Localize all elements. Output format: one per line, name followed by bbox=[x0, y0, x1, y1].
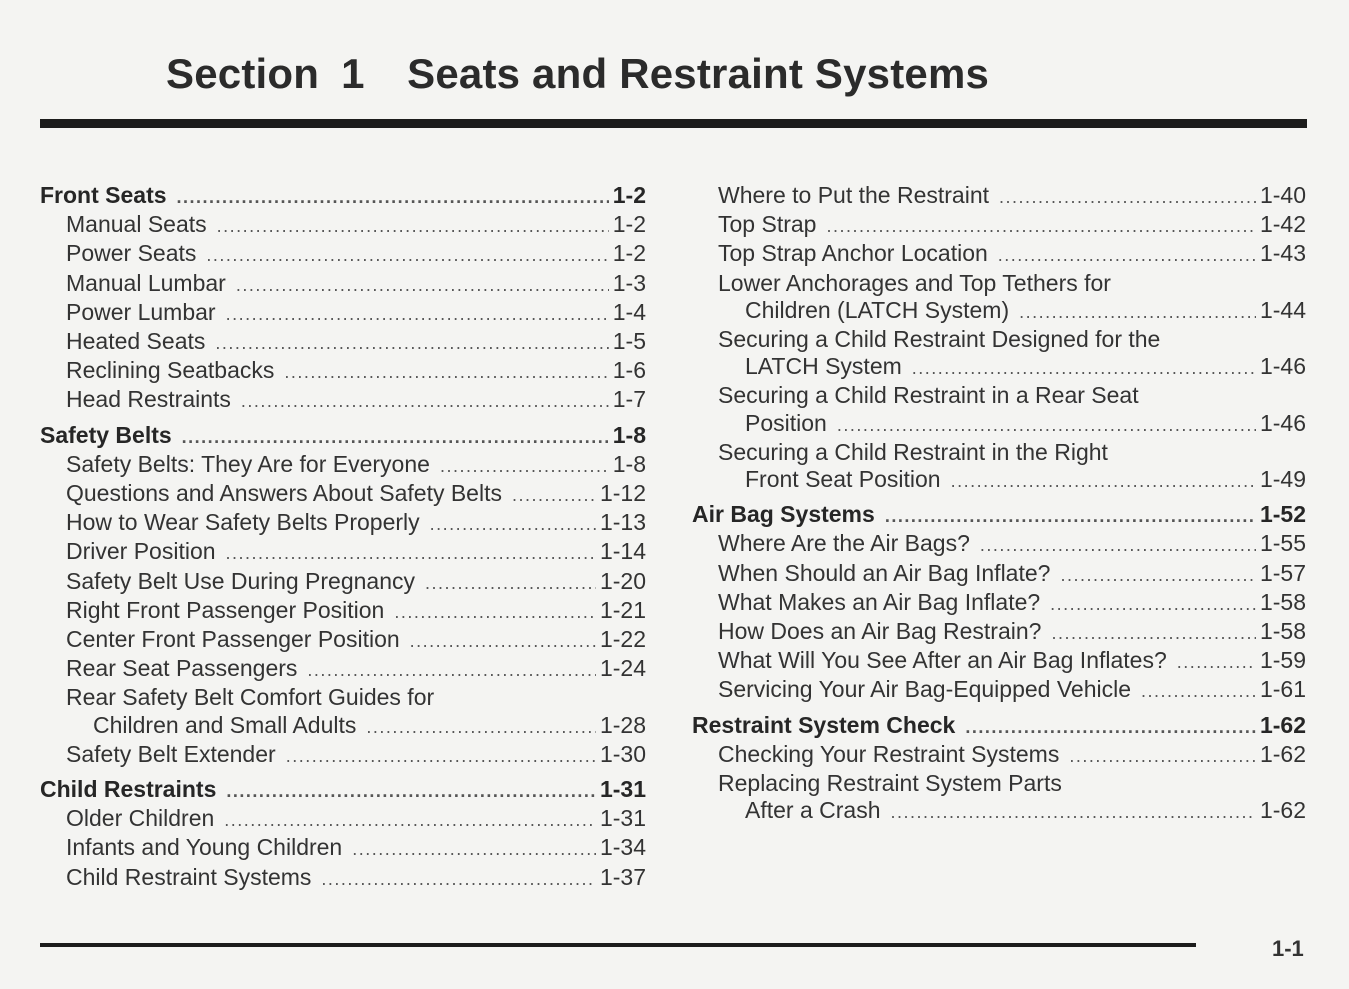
toc-entry-title: Air Bag Systems bbox=[692, 501, 875, 528]
dot-leader bbox=[217, 213, 609, 240]
toc-entry-title: Front Seat Position bbox=[745, 466, 941, 493]
dot-leader bbox=[226, 301, 609, 328]
toc-entry[interactable] bbox=[692, 530, 1306, 559]
toc-page-number: 1-24 bbox=[599, 655, 646, 682]
toc-entry-title: Power Seats bbox=[66, 240, 197, 267]
toc-entry-title: Replacing Restraint System Parts bbox=[718, 770, 1062, 797]
toc-entry-title: What Will You See After an Air Bag Inflates? bbox=[718, 647, 1167, 674]
toc-page-number: 1-20 bbox=[599, 567, 646, 594]
toc-entry-title: Where Are the Air Bags? bbox=[718, 530, 970, 557]
toc-entry[interactable] bbox=[692, 439, 1306, 495]
toc-entry-title: Servicing Your Air Bag-Equipped Vehicle bbox=[718, 676, 1132, 703]
dot-leader bbox=[226, 540, 596, 567]
toc-entry-title: When Should an Air Bag Inflate? bbox=[718, 559, 1051, 586]
toc-entry[interactable] bbox=[40, 299, 646, 328]
dot-leader bbox=[1050, 591, 1256, 618]
toc-entry-title: Safety Belts: They Are for Everyone bbox=[66, 450, 430, 477]
toc-section-entry[interactable] bbox=[40, 182, 646, 211]
toc-entry[interactable] bbox=[40, 684, 646, 740]
toc-entry[interactable] bbox=[40, 480, 646, 509]
toc-page-number: 1-34 bbox=[599, 834, 646, 861]
toc-section-entry[interactable] bbox=[40, 776, 646, 805]
toc-page-number: 1-58 bbox=[1259, 618, 1306, 645]
toc-entry[interactable] bbox=[40, 538, 646, 567]
toc-entry[interactable] bbox=[40, 864, 646, 893]
toc-entry-title: Top Strap bbox=[718, 211, 817, 238]
toc-page-number: 1-49 bbox=[1259, 466, 1306, 493]
toc-entry[interactable] bbox=[692, 382, 1306, 438]
dot-leader bbox=[226, 778, 596, 805]
dot-leader bbox=[321, 866, 596, 893]
dot-leader bbox=[286, 743, 596, 770]
toc-entry-title: How to Wear Safety Belts Properly bbox=[66, 509, 420, 536]
page-number: 1-1 bbox=[1272, 936, 1304, 961]
dot-leader bbox=[440, 453, 609, 480]
toc-entry-title: Manual Seats bbox=[66, 211, 207, 238]
toc-page-number: 1-44 bbox=[1259, 296, 1306, 323]
toc-entry[interactable] bbox=[692, 676, 1306, 705]
dot-leader bbox=[366, 714, 596, 741]
toc-entry-title: Where to Put the Restraint bbox=[718, 182, 990, 208]
dot-leader bbox=[352, 836, 596, 863]
toc-entry-title: Right Front Passenger Position bbox=[66, 596, 385, 623]
toc-page-number: 1-58 bbox=[1259, 588, 1306, 615]
toc-entry-title: Securing a Child Restraint in a Rear Seat bbox=[718, 382, 1139, 409]
toc-entry[interactable] bbox=[692, 270, 1306, 326]
dot-leader bbox=[394, 599, 596, 626]
toc-page-number: 1-42 bbox=[1259, 211, 1306, 238]
dot-leader bbox=[826, 213, 1256, 240]
dot-leader bbox=[965, 714, 1256, 741]
toc-entry-title: Power Lumbar bbox=[66, 298, 216, 325]
toc-page-number: 1-62 bbox=[1259, 740, 1306, 767]
toc-page-number: 1-59 bbox=[1259, 647, 1306, 674]
dot-leader bbox=[1069, 743, 1256, 770]
toc-entry[interactable] bbox=[40, 626, 646, 655]
toc-entry-title: Head Restraints bbox=[66, 386, 231, 413]
toc-entry-title: Children (LATCH System) bbox=[745, 296, 1010, 323]
toc-entry[interactable] bbox=[40, 509, 646, 538]
toc-entry[interactable] bbox=[692, 211, 1306, 240]
dot-leader bbox=[1019, 299, 1256, 326]
toc-entry-title: After a Crash bbox=[745, 797, 881, 824]
toc-page-number: 1-37 bbox=[599, 863, 646, 890]
toc-entry-title: Questions and Answers About Safety Belts bbox=[66, 480, 502, 507]
toc-entry-title: Securing a Child Restraint in the Right bbox=[718, 438, 1108, 465]
toc-page-number: 1-46 bbox=[1259, 409, 1306, 436]
toc-entry-title: Child Restraint Systems bbox=[66, 863, 312, 890]
dot-leader bbox=[224, 807, 596, 834]
toc-entry-title: How Does an Air Bag Restrain? bbox=[718, 618, 1042, 645]
toc-page-number: 1-2 bbox=[612, 240, 646, 267]
toc-page-number: 1-2 bbox=[612, 211, 646, 238]
dot-leader bbox=[912, 355, 1256, 382]
toc-page-number: 1-5 bbox=[612, 328, 646, 355]
toc-entry-title: Checking Your Restraint Systems bbox=[718, 740, 1060, 767]
toc-entry[interactable] bbox=[692, 618, 1306, 647]
footer-rule bbox=[40, 943, 1196, 947]
dot-leader bbox=[177, 184, 609, 211]
toc-page-number: 1-52 bbox=[1259, 501, 1306, 528]
toc-page-number: 1-14 bbox=[599, 538, 646, 565]
toc-entry-title: Securing a Child Restraint Designed for the bbox=[718, 326, 1161, 353]
section-title: Seats and Restraint Systems bbox=[407, 50, 990, 97]
toc-entry-title: Safety Belt Extender bbox=[66, 740, 276, 767]
toc-entry[interactable] bbox=[692, 560, 1306, 589]
toc-entry[interactable] bbox=[40, 451, 646, 480]
toc-entry-title: Older Children bbox=[66, 805, 215, 832]
toc-entry[interactable] bbox=[40, 240, 646, 269]
dot-leader bbox=[182, 424, 609, 451]
toc-entry[interactable] bbox=[40, 805, 646, 834]
toc-entry-title: Manual Lumbar bbox=[66, 269, 226, 296]
toc-entry[interactable] bbox=[692, 589, 1306, 618]
dot-leader bbox=[999, 184, 1256, 211]
toc-page-number: 1-22 bbox=[599, 626, 646, 653]
toc-entry[interactable] bbox=[40, 568, 646, 597]
toc-left-column bbox=[40, 182, 646, 893]
dot-leader bbox=[1177, 649, 1256, 676]
toc-entry-title: Children and Small Adults bbox=[93, 711, 357, 738]
toc-entry[interactable] bbox=[40, 597, 646, 626]
toc-entry-title: Rear Seat Passengers bbox=[66, 655, 298, 682]
toc-entry-title: Infants and Young Children bbox=[66, 834, 343, 861]
toc-page-number: 1-62 bbox=[1259, 711, 1306, 738]
toc-entry[interactable] bbox=[40, 357, 646, 386]
toc-entry[interactable] bbox=[692, 240, 1306, 269]
dot-leader bbox=[891, 799, 1256, 826]
toc-page-number: 1-57 bbox=[1259, 559, 1306, 586]
toc-entry-title: Front Seats bbox=[40, 182, 167, 208]
dot-leader bbox=[410, 628, 596, 655]
dot-leader bbox=[1051, 620, 1256, 647]
dot-leader bbox=[1141, 678, 1256, 705]
toc-page-number: 1-21 bbox=[599, 596, 646, 623]
toc-entry[interactable] bbox=[40, 741, 646, 770]
toc-entry[interactable] bbox=[692, 770, 1306, 826]
toc-entry[interactable] bbox=[40, 211, 646, 240]
toc-page-number: 1-40 bbox=[1259, 182, 1306, 208]
toc-entry-title: Heated Seats bbox=[66, 328, 206, 355]
toc-page-number: 1-55 bbox=[1259, 530, 1306, 557]
toc-entry-title: Safety Belt Use During Pregnancy bbox=[66, 567, 416, 594]
dot-leader bbox=[206, 242, 608, 269]
toc-page-number: 1-61 bbox=[1259, 676, 1306, 703]
dot-leader bbox=[215, 330, 608, 357]
toc-entry-title: Driver Position bbox=[66, 538, 216, 565]
toc-entry-title: Child Restraints bbox=[40, 776, 217, 803]
toc-entry[interactable] bbox=[692, 326, 1306, 382]
toc-entry-title: What Makes an Air Bag Inflate? bbox=[718, 588, 1041, 615]
toc-page-number: 1-46 bbox=[1259, 353, 1306, 380]
toc-entry[interactable] bbox=[692, 182, 1306, 211]
dot-leader bbox=[241, 388, 609, 415]
dot-leader bbox=[284, 359, 608, 386]
toc-entry-title: Reclining Seatbacks bbox=[66, 357, 275, 384]
toc-page-number: 1-12 bbox=[599, 480, 646, 507]
dot-leader bbox=[837, 412, 1256, 439]
toc-entry-title: Lower Anchorages and Top Tethers for bbox=[718, 269, 1111, 296]
page-title bbox=[166, 46, 989, 102]
toc-entry-title: Position bbox=[745, 409, 827, 436]
section-label: Section bbox=[166, 50, 320, 97]
toc-entry-title: Safety Belts bbox=[40, 421, 172, 448]
toc-entry-title: LATCH System bbox=[745, 353, 902, 380]
toc-section-entry[interactable] bbox=[692, 712, 1306, 741]
toc-page-number: 1-13 bbox=[599, 509, 646, 536]
dot-leader bbox=[1060, 562, 1256, 589]
toc-page-number: 1-43 bbox=[1259, 240, 1306, 267]
toc-page-number: 1-31 bbox=[599, 805, 646, 832]
toc-page-number: 1-4 bbox=[612, 298, 646, 325]
dot-leader bbox=[425, 570, 596, 597]
toc-entry-title: Restraint System Check bbox=[692, 711, 956, 738]
toc-entry-title: Center Front Passenger Position bbox=[66, 626, 400, 653]
toc-entry-title: Top Strap Anchor Location bbox=[718, 240, 988, 267]
toc-entry[interactable] bbox=[692, 741, 1306, 770]
toc-entry[interactable] bbox=[40, 834, 646, 863]
toc-page-number: 1-62 bbox=[1259, 797, 1306, 824]
toc-page-number: 1-3 bbox=[612, 269, 646, 296]
toc-page-number: 1-28 bbox=[599, 711, 646, 738]
toc-right-column bbox=[692, 182, 1306, 826]
header-rule bbox=[40, 119, 1307, 128]
dot-leader bbox=[512, 482, 596, 509]
toc-page-number: 1-7 bbox=[612, 386, 646, 413]
dot-leader bbox=[998, 242, 1256, 269]
toc-entry[interactable] bbox=[40, 270, 646, 299]
toc-entry[interactable] bbox=[40, 328, 646, 357]
toc-entry-title: Rear Safety Belt Comfort Guides for bbox=[66, 684, 435, 711]
toc-page-number: 1-31 bbox=[599, 776, 646, 803]
section-number: 1 bbox=[341, 50, 365, 97]
dot-leader bbox=[980, 532, 1256, 559]
dot-leader bbox=[236, 272, 609, 299]
toc-page-number: 1-8 bbox=[612, 421, 646, 448]
dot-leader bbox=[307, 657, 596, 684]
toc-entry[interactable] bbox=[40, 655, 646, 684]
toc-entry[interactable] bbox=[40, 386, 646, 415]
dot-leader bbox=[951, 468, 1256, 495]
toc-page-number: 1-6 bbox=[612, 357, 646, 384]
toc-section-entry[interactable] bbox=[40, 422, 646, 451]
dot-leader bbox=[885, 503, 1256, 530]
toc-section-entry[interactable] bbox=[692, 501, 1306, 530]
toc-page-number: 1-8 bbox=[612, 450, 646, 477]
toc-entry[interactable] bbox=[692, 647, 1306, 676]
toc-page-number: 1-2 bbox=[612, 182, 646, 208]
toc-page-number: 1-30 bbox=[599, 740, 646, 767]
dot-leader bbox=[430, 511, 596, 538]
